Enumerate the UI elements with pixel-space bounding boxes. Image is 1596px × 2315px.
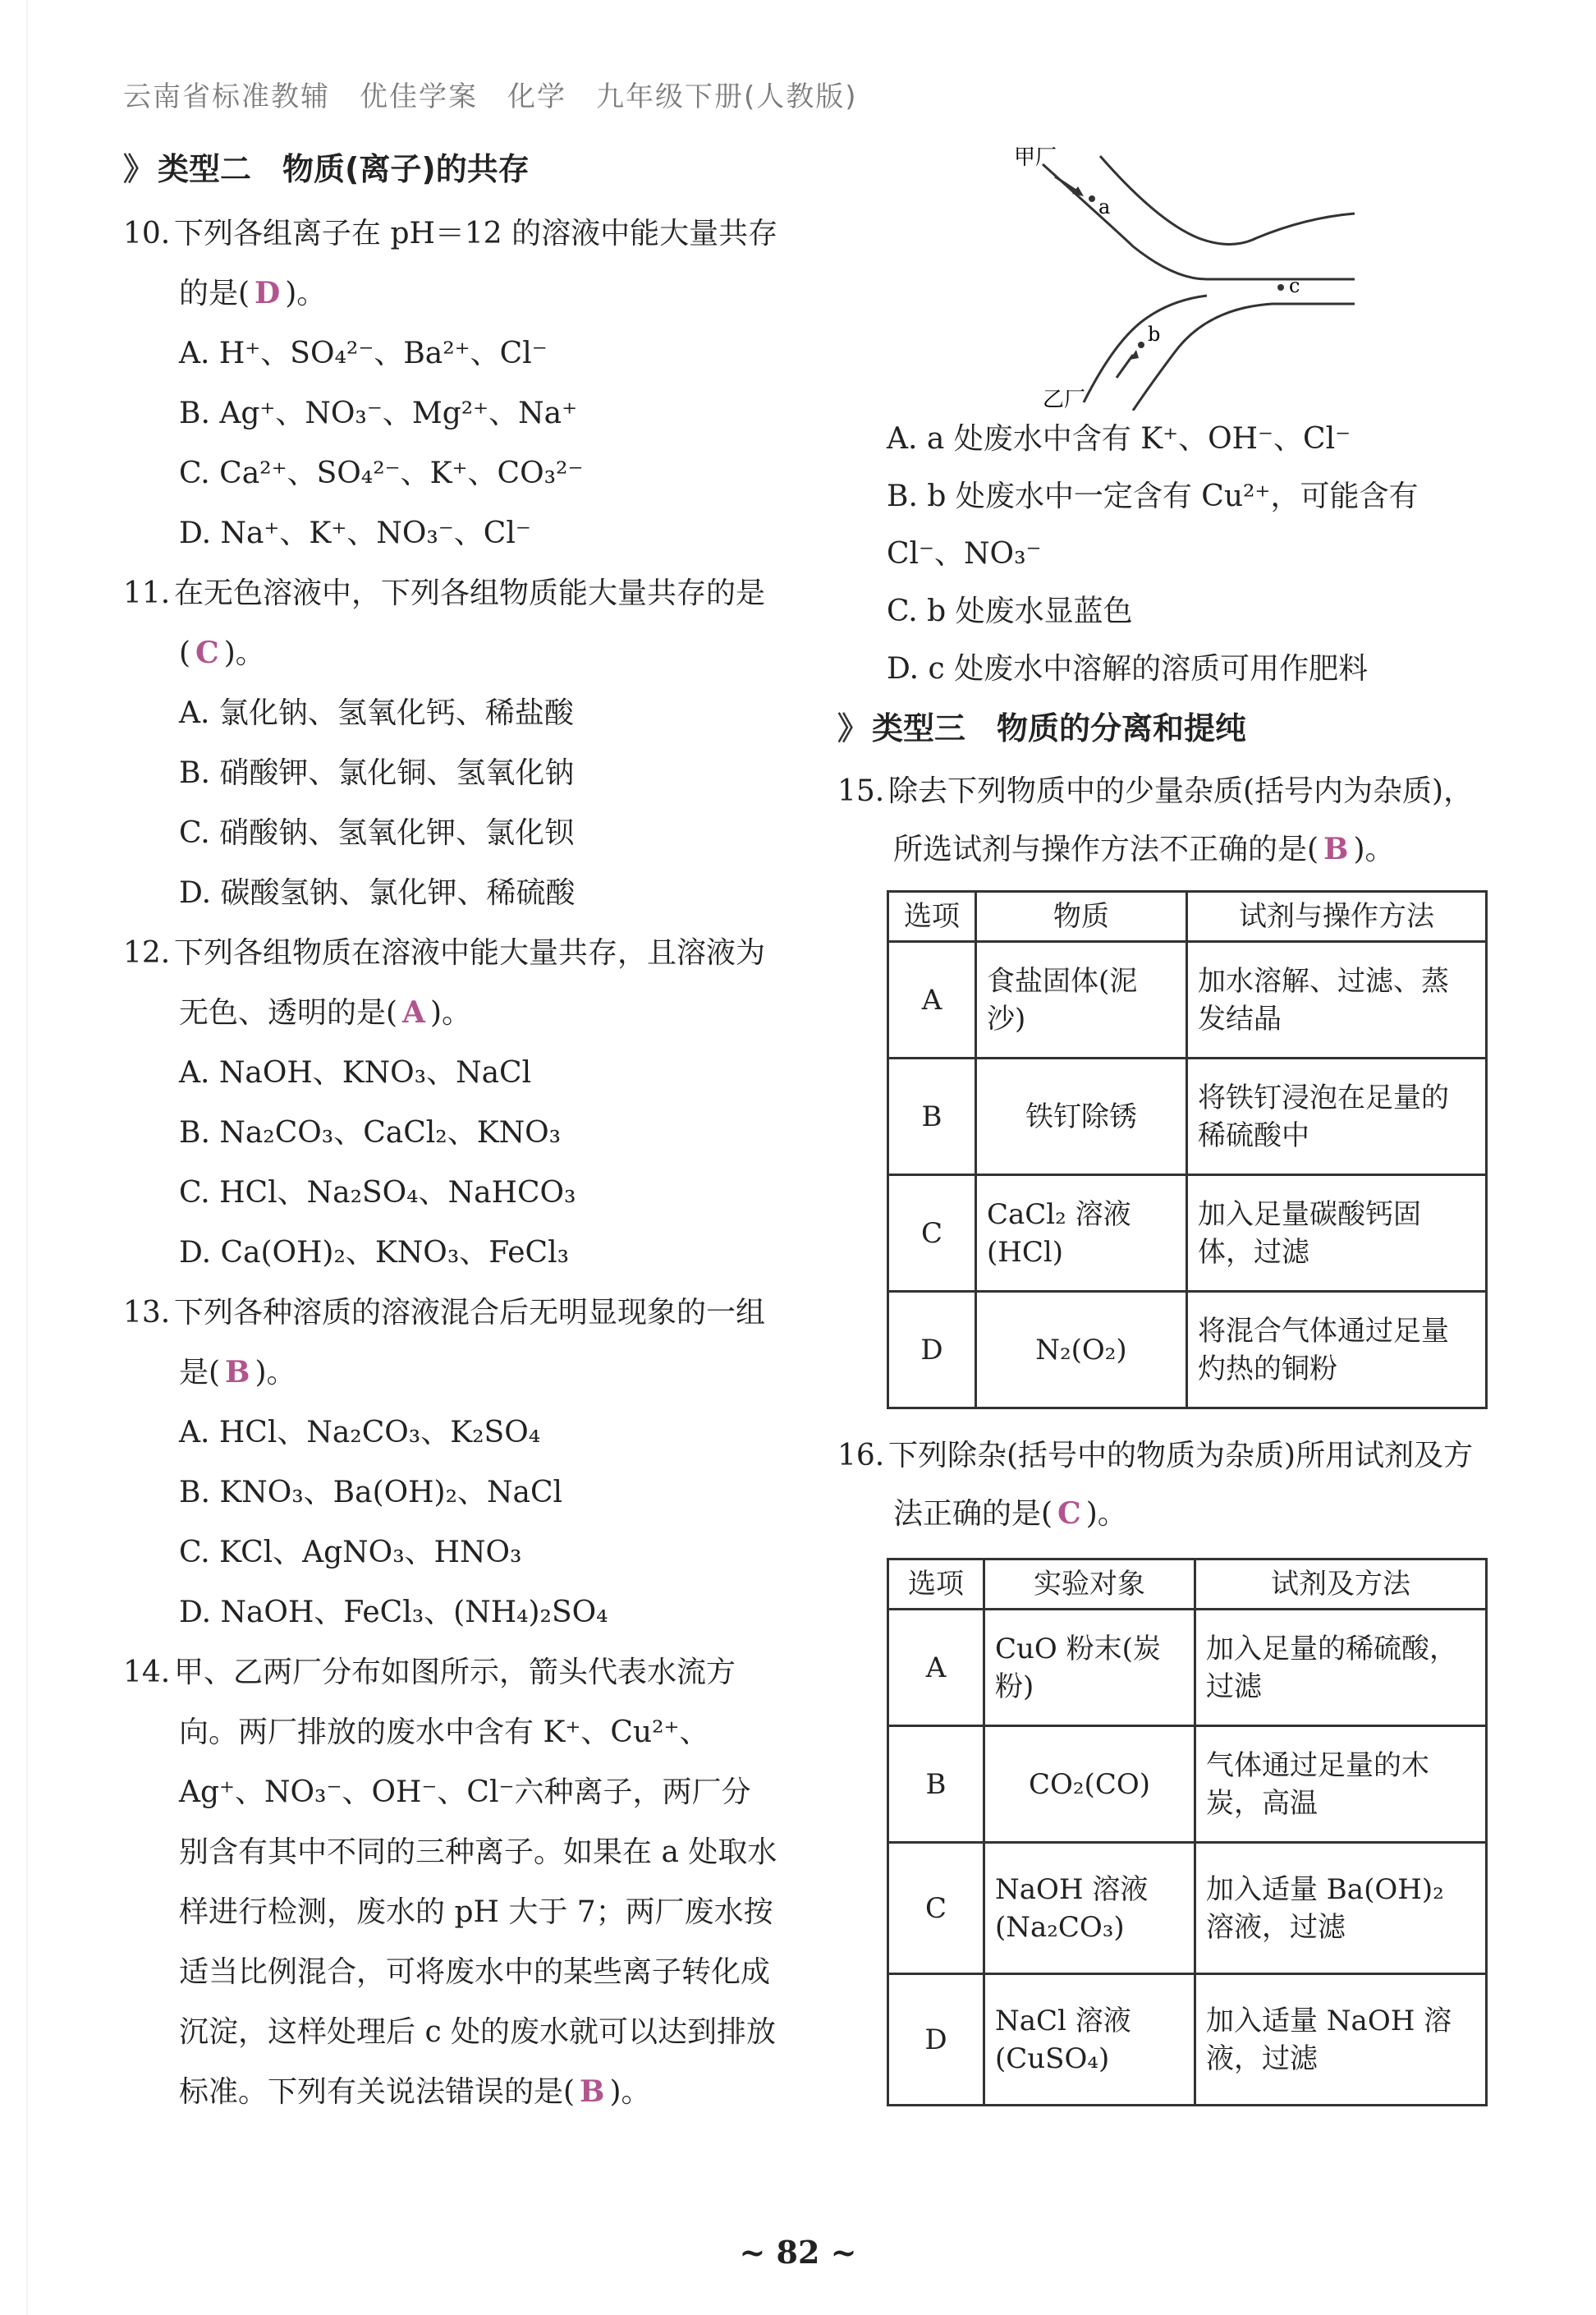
section-title-type2: 》 类型二 物质(离子)的共存 — [123, 151, 530, 187]
answer: B — [1323, 832, 1349, 866]
arrow-head-icon — [1130, 350, 1139, 360]
table-q15 — [887, 890, 1488, 1409]
question-11: 11. 在无色溶液中，下列各组物质能大量共存的是( C )。 A. 氯化钠、氢氧化钙、稀盐酸 B. 硝酸钾、氯化铜、氢氧化钠 C. 硝酸钠、氢氧化钾、氯化钡 D. 碳酸氢钠、氯化钾、稀硫酸 — [123, 563, 780, 923]
page-edge-shadow — [26, 0, 28, 2315]
river-diagram — [1010, 140, 1420, 411]
left-column — [123, 144, 780, 2122]
answer: C — [195, 636, 219, 670]
answer: A — [402, 995, 425, 1030]
point-c-label: c — [1289, 274, 1300, 297]
table-header: 试剂与操作方法 — [1187, 892, 1487, 942]
river-bank-top — [1100, 156, 1355, 245]
option: D. NaOH、FeCl₃、(NH₄)₂SO₄ — [179, 1596, 608, 1629]
option: B. b 处废水中一定含有 Cu²⁺，可能含有 Cl⁻、NO₃⁻ — [887, 480, 1419, 571]
table-cell: NaOH 溶液(Na₂CO₃) — [984, 1843, 1195, 1974]
option: B. Ag⁺、NO₃⁻、Mg²⁺、Na⁺ — [179, 397, 578, 430]
question-16: 16. 下列除杂(括号中的物质为杂质)所用试剂及方法正确的是( C )。 — [837, 1439, 1474, 1531]
table-cell: CO₂(CO) — [984, 1726, 1195, 1843]
option: B. KNO₃、Ba(OH)₂、NaCl — [179, 1476, 563, 1509]
question-13: 13. 下列各种溶质的溶液混合后无明显现象的一组是( B )。 A. HCl、Na₂CO₃、K₂SO₄ B. KNO₃、Ba(OH)₂、NaCl C. KCl、AgNO₃、HNO₃ D. NaOH、FeCl₃、(NH₄)₂SO₄ — [123, 1283, 780, 1642]
page-header: 云南省标准教辅 优佳学案 化学 九年级下册(人教版) — [123, 80, 858, 113]
question-14: 14. 甲、乙两厂分布如图所示，箭头代表水流方向。两厂排放的废水中含有 K⁺、Cu²⁺、Ag⁺、NO₃⁻、OH⁻、Cl⁻六种离子，两厂分别含有其中不同的三种离子。如果在 a 处取水样进行检测，废水的 pH 大于 7；两厂废水按适当比例混合，可将废水中的某些离子转化成沉淀，这样处理后 c 处的废水就可以达到排放标准。下列有关说法错误的是( B )。 — [123, 1656, 777, 2109]
table-cell: C — [888, 1843, 984, 1974]
table-cell: CuO 粉末(炭粉) — [984, 1610, 1195, 1726]
option: C. HCl、Na₂SO₄、NaHCO₃ — [179, 1176, 576, 1210]
point-b-dot — [1138, 342, 1144, 348]
table-cell: A — [888, 942, 976, 1059]
table-row — [888, 1610, 1487, 1726]
table-row — [888, 1726, 1487, 1843]
river-bank-lower — [1133, 304, 1355, 411]
table-cell: 将铁钉浸泡在足量的稀硫酸中 — [1187, 1059, 1487, 1175]
table-cell: 气体通过足量的木炭，高温 — [1195, 1726, 1487, 1843]
page-number: ~ 82 ~ — [739, 2234, 857, 2271]
table-header-row — [888, 892, 1487, 942]
table-cell: NaCl 溶液(CuSO₄) — [984, 1974, 1195, 2106]
table-header: 实验对象 — [984, 1559, 1195, 1610]
table-cell: 加入适量 Ba(OH)₂ 溶液，过滤 — [1195, 1843, 1487, 1974]
option: D. 碳酸氢钠、氯化钾、稀硫酸 — [179, 876, 576, 910]
factory-a-label: 甲厂 — [1014, 145, 1057, 170]
option: D. Na⁺、K⁺、NO₃⁻、Cl⁻ — [179, 517, 531, 550]
table-cell: 铁钉除锈 — [976, 1059, 1187, 1175]
table-header: 物质 — [976, 892, 1187, 942]
option: B. 硝酸钾、氯化铜、氢氧化钠 — [179, 756, 575, 790]
option: D. c 处废水中溶解的溶质可用作肥料 — [887, 652, 1369, 686]
question-10: 10. 下列各组离子在 pH＝12 的溶液中能大量共存的是( D )。 A. H⁺、SO₄²⁻、Ba²⁺、Cl⁻ B. Ag⁺、NO₃⁻、Mg²⁺、Na⁺ C. Ca²⁺、SO₄²⁻、K⁺、CO₃²⁻ D. Na⁺、K⁺、NO₃⁻、Cl⁻ — [123, 204, 780, 563]
question-12: 12. 下列各组物质在溶液中能大量共存，且溶液为无色、透明的是( A )。 A. NaOH、KNO₃、NaCl B. Na₂CO₃、CaCl₂、KNO₃ C. HCl、Na₂SO₄、NaHCO₃ D. Ca(OH)₂、KNO₃、FeCl₃ — [123, 923, 780, 1283]
answer: B — [580, 2074, 605, 2109]
option: C. Ca²⁺、SO₄²⁻、K⁺、CO₃²⁻ — [179, 457, 584, 490]
river-diagram-svg — [1010, 140, 1420, 411]
table-row — [888, 1059, 1487, 1175]
section-marker-icon: 》 — [837, 710, 869, 746]
table-row — [888, 1175, 1487, 1292]
table-cell: C — [888, 1175, 976, 1292]
section-marker-icon: 》 — [123, 151, 155, 187]
option: A. NaOH、KNO₃、NaCl — [179, 1056, 532, 1090]
option: A. a 处废水中含有 K⁺、OH⁻、Cl⁻ — [887, 422, 1351, 456]
table-header: 选项 — [888, 892, 976, 942]
table-cell: 加入适量 NaOH 溶液，过滤 — [1195, 1974, 1487, 2106]
answer: B — [225, 1355, 250, 1389]
table-q16 — [887, 1558, 1488, 2106]
option: B. Na₂CO₃、CaCl₂、KNO₃ — [179, 1116, 562, 1150]
table-cell: 加水溶解、过滤、蒸发结晶 — [1187, 942, 1487, 1059]
table-row — [888, 1292, 1487, 1408]
table-row — [888, 1843, 1487, 1974]
option: C. b 处废水显蓝色 — [887, 595, 1133, 628]
table-cell: 食盐固体(泥沙) — [976, 942, 1187, 1059]
point-b-label: b — [1148, 323, 1161, 346]
option: A. H⁺、SO₄²⁻、Ba²⁺、Cl⁻ — [179, 337, 548, 370]
point-a-label: a — [1098, 195, 1111, 218]
point-c-dot — [1277, 284, 1284, 291]
option: C. 硝酸钠、氢氧化钾、氯化钡 — [179, 816, 575, 850]
flow-arrow-b — [1117, 355, 1133, 378]
table-row — [888, 1974, 1487, 2106]
table-cell: 加入足量碳酸钙固体，过滤 — [1187, 1175, 1487, 1292]
table-cell: D — [888, 1292, 976, 1408]
answer: C — [1057, 1496, 1081, 1531]
table-cell: N₂(O₂) — [976, 1292, 1187, 1408]
option: C. KCl、AgNO₃、HNO₃ — [179, 1536, 522, 1569]
table-cell: D — [888, 1974, 984, 2106]
option: D. Ca(OH)₂、KNO₃、FeCl₃ — [179, 1236, 570, 1270]
table-cell: B — [888, 1726, 984, 1843]
table-cell: 将混合气体通过足量灼热的铜粉 — [1187, 1292, 1487, 1408]
river-bank-left-lower — [1084, 296, 1207, 402]
table-cell: B — [888, 1059, 976, 1175]
table-header: 试剂及方法 — [1195, 1559, 1487, 1610]
factory-b-label: 乙厂 — [1043, 388, 1086, 411]
section-title-type3: 》 类型三 物质的分离和提纯 — [837, 710, 1247, 746]
question-15: 15. 除去下列物质中的少量杂质(括号内为杂质)，所选试剂与操作方法不正确的是( B )。 — [837, 774, 1474, 866]
right-column — [837, 140, 1494, 2106]
table-cell: CaCl₂ 溶液(HCl) — [976, 1175, 1187, 1292]
point-a-dot — [1089, 195, 1095, 202]
option: A. HCl、Na₂CO₃、K₂SO₄ — [179, 1416, 541, 1449]
question-14-options — [837, 411, 1494, 698]
table-header: 选项 — [888, 1559, 984, 1610]
table-row — [888, 942, 1487, 1059]
option: A. 氯化钠、氢氧化钙、稀盐酸 — [179, 696, 574, 730]
table-header-row — [888, 1559, 1487, 1610]
answer: D — [255, 276, 281, 310]
table-cell: 加入足量的稀硫酸，过滤 — [1195, 1610, 1487, 1726]
table-cell: A — [888, 1610, 984, 1726]
